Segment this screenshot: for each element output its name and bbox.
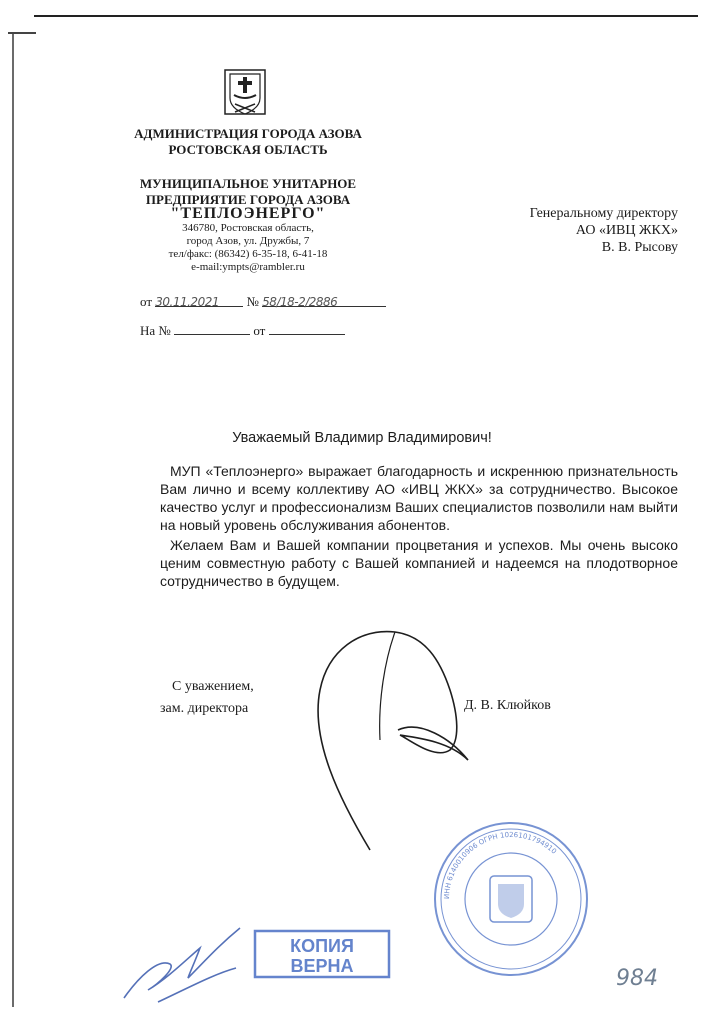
on-number-field xyxy=(174,322,250,335)
organization-name: "ТЕПЛОЭНЕРГО" xyxy=(170,205,326,222)
number-field xyxy=(262,294,386,307)
copy-stamp-line-2: ВЕРНА xyxy=(290,956,354,976)
on-number-label: На № xyxy=(140,323,171,338)
paragraph-2: Желаем Вам и Вашей компании процветания и успехов. Мы очень высоко ценим совместную работу с Вашей компанией и надеемся на плодотворное сотрудничество в будущем. xyxy=(160,537,678,589)
letter-body xyxy=(160,462,678,590)
signer-position: зам. директора xyxy=(160,701,249,716)
number-label: № xyxy=(246,294,259,309)
organization-header xyxy=(108,176,388,208)
copy-stamp-line-1: КОПИЯ xyxy=(290,936,354,956)
organization-line-1: МУНИЦИПАЛЬНОЕ УНИТАРНОЕ xyxy=(139,176,357,191)
organization-line-2: ПРЕДПРИЯТИЕ ГОРОДА АЗОВА xyxy=(145,192,351,207)
on-from-field xyxy=(269,322,345,335)
closing-block xyxy=(160,676,254,720)
from-date-value: 30.11.2021 xyxy=(155,295,219,309)
number-value: 58/18-2/2886 xyxy=(262,295,338,309)
scan-edge-top xyxy=(34,15,698,17)
administration-line-1: АДМИНИСТРАЦИЯ ГОРОДА АЗОВА xyxy=(134,126,362,141)
recipient-line-1: Генеральному директору xyxy=(529,206,678,221)
organization-seal xyxy=(430,818,592,980)
incoming-reference xyxy=(140,322,345,339)
administration-line-2: РОСТОВСКАЯ ОБЛАСТЬ xyxy=(168,142,328,157)
address-line-1: 346780, Ростовская область, xyxy=(182,222,314,234)
phone-fax: тел/факс: (86342) 6-35-18, 6-41-18 xyxy=(168,248,328,260)
email: e-mail:ympts@rambler.ru xyxy=(191,261,305,273)
page-number: 984 xyxy=(616,966,658,991)
recipient-line-3: В. В. Рысову xyxy=(601,240,678,255)
salutation: Уважаемый Владимир Владимирович! xyxy=(232,430,492,446)
from-date-field xyxy=(155,294,243,307)
scan-edge-mark xyxy=(8,32,36,34)
outgoing-reference xyxy=(140,294,386,310)
from-label: от xyxy=(140,294,153,309)
closing-phrase: С уважением, xyxy=(172,679,254,694)
recipient-block xyxy=(418,205,678,256)
organization-address xyxy=(108,222,388,274)
address-line-2: город Азов, ул. Дружбы, 7 xyxy=(186,235,310,247)
scan-edge-left xyxy=(12,32,14,1007)
copy-certification-signature xyxy=(118,918,248,1008)
copy-verified-stamp xyxy=(252,928,392,980)
signer-name: Д. В. Клюйков xyxy=(464,698,551,713)
on-from-label: от xyxy=(253,323,266,338)
coat-of-arms-icon xyxy=(222,68,268,120)
seal-ring-text: ИНН 6140010906 ОГРН 1026101794910 xyxy=(442,830,558,900)
paragraph-1: МУП «Теплоэнерго» выражает благодарность и искреннюю признательность Вам лично и всему коллективу АО «ИВЦ ЖКХ» за сотрудничество. Высокое качество услуг и профессионализм Ваших специалистов позволили нам выйти на новый уровень обслуживания абонентов. xyxy=(160,463,678,533)
administration-header xyxy=(108,126,388,158)
recipient-line-2: АО «ИВЦ ЖКХ» xyxy=(575,223,678,238)
